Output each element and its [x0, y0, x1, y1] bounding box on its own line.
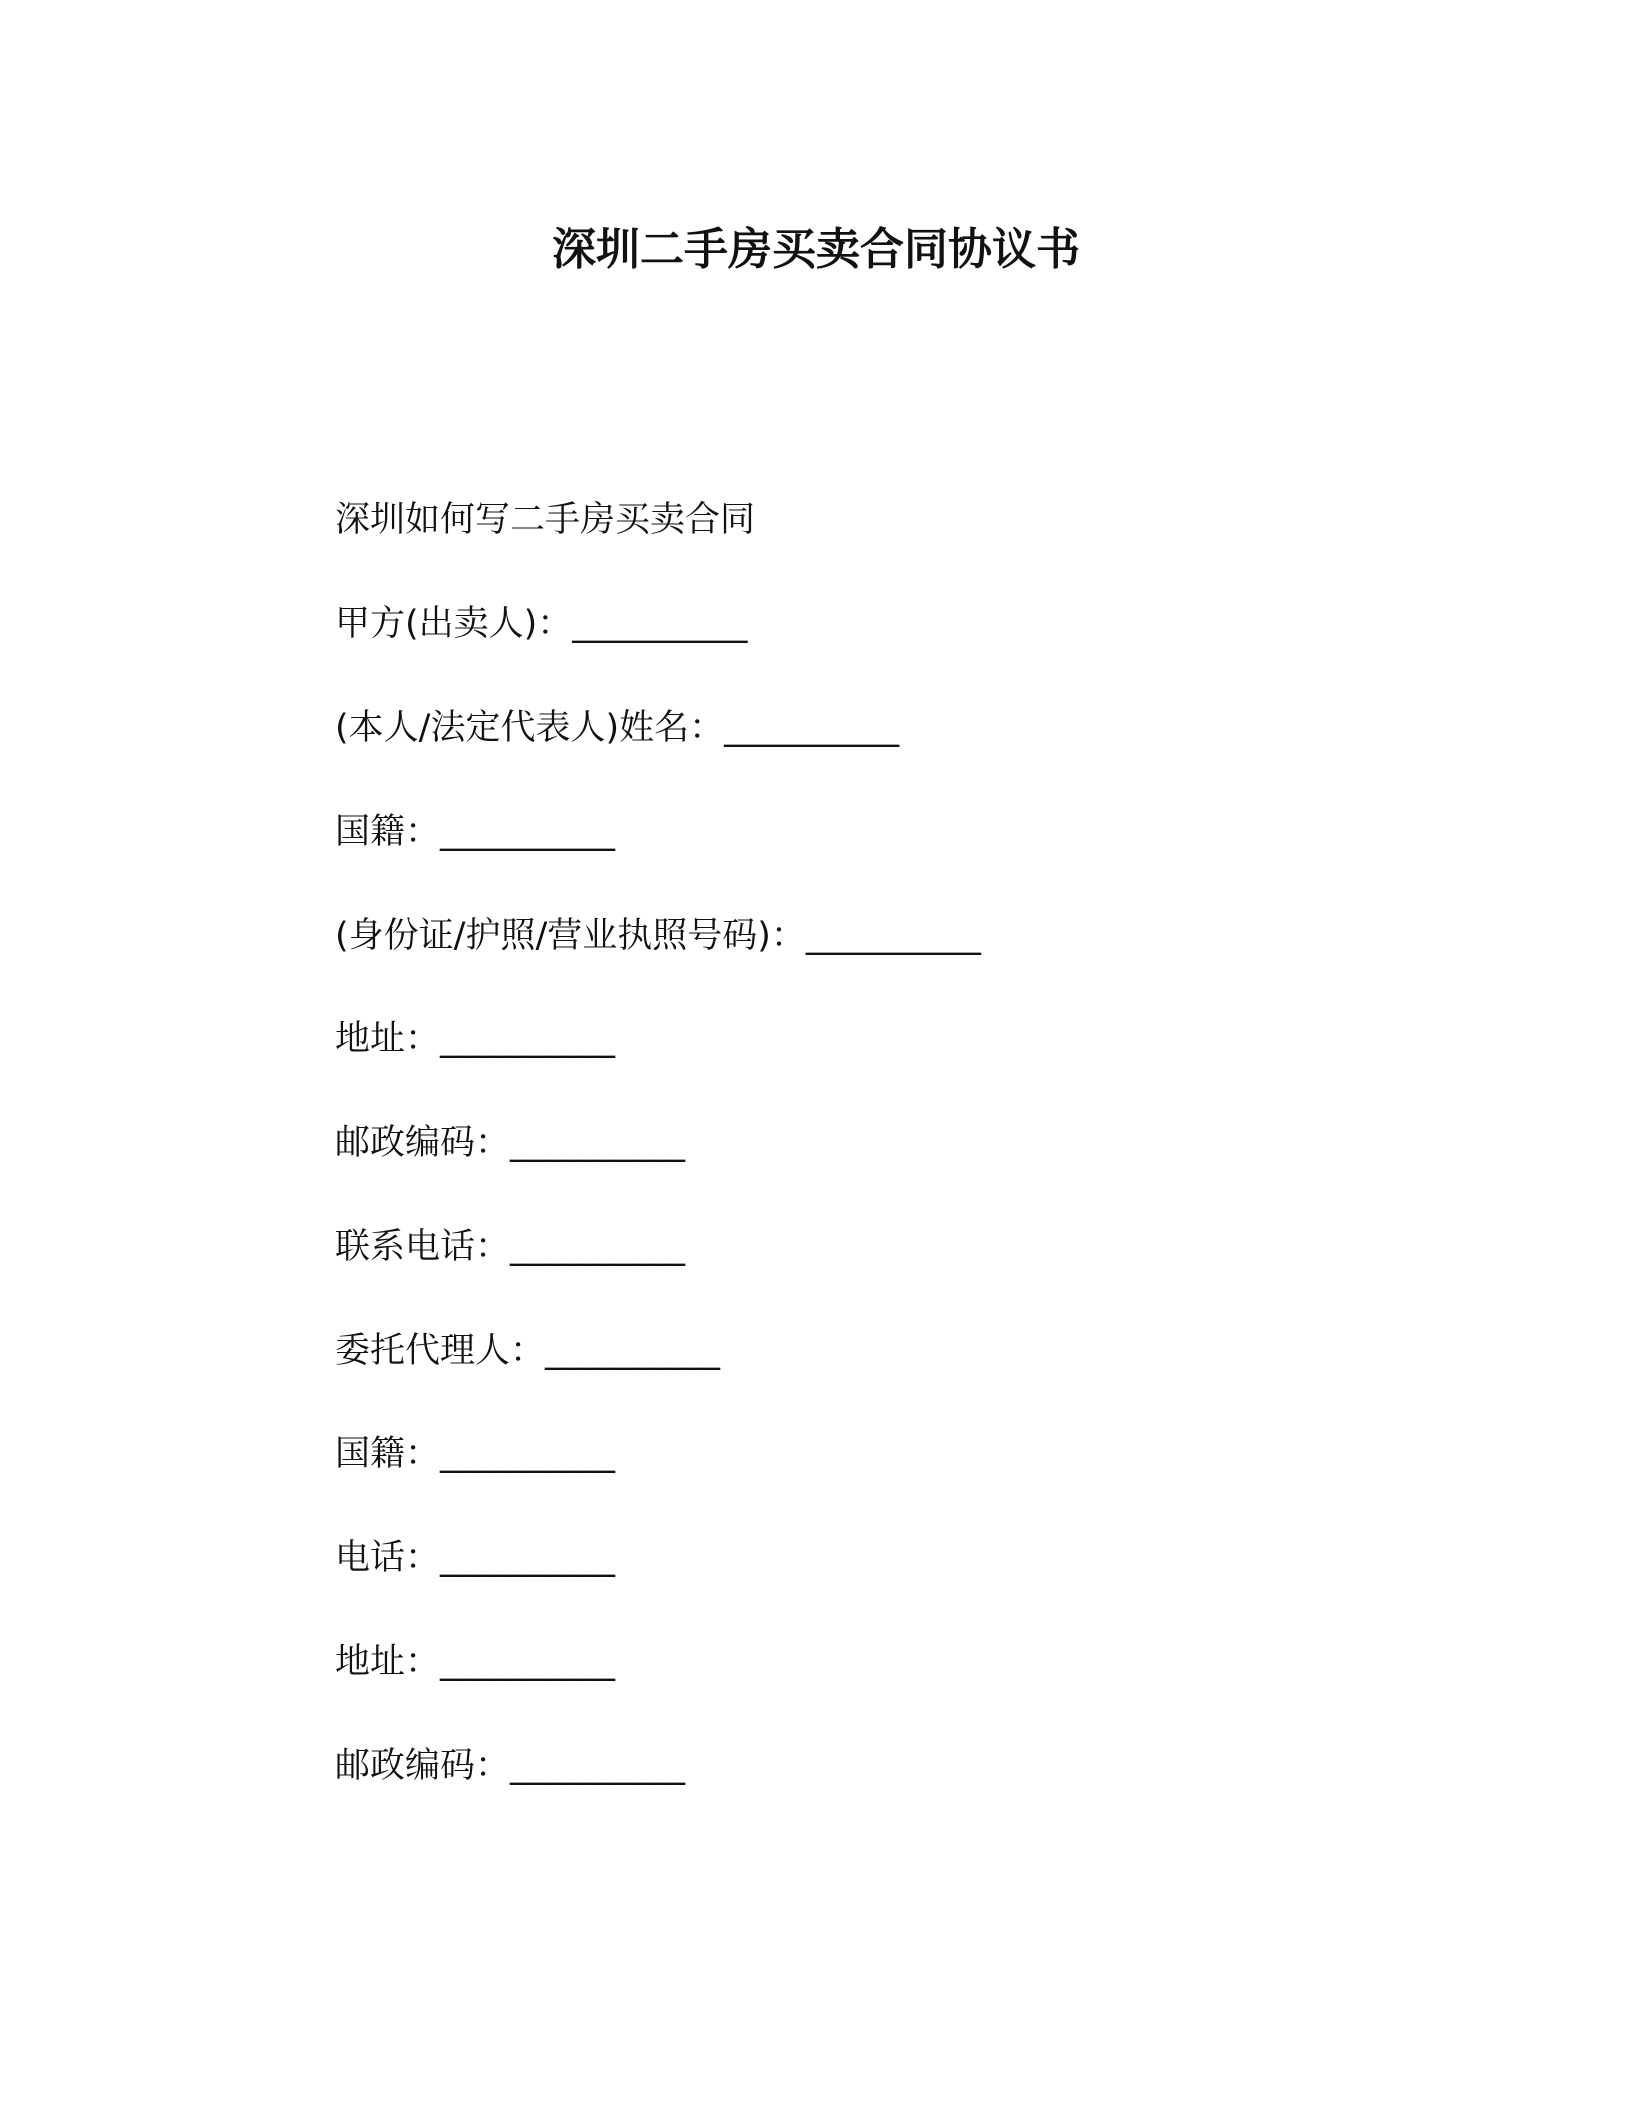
field-agent-address: [335, 1638, 615, 1686]
fill-blank: __________: [440, 812, 616, 852]
field-label: 邮政编码：: [335, 1123, 511, 1163]
field-agent-postcode: [335, 1742, 685, 1790]
field-seller-nationality: [335, 808, 615, 856]
fill-blank: __________: [572, 604, 748, 644]
fill-blank: __________: [510, 1227, 686, 1267]
document-title: 深圳二手房买卖合同协议书: [552, 224, 1080, 275]
field-label: 联系电话：: [335, 1227, 511, 1267]
field-seller-id-number: [335, 912, 981, 960]
field-seller-postcode: [335, 1119, 685, 1167]
field-label: (身份证/护照/营业执照号码)：: [335, 916, 806, 956]
document-subtitle: 深圳如何写二手房买卖合同: [335, 500, 756, 540]
field-label: (本人/法定代表人)姓名：: [335, 708, 725, 748]
field-seller-name: [335, 704, 899, 752]
fill-blank: __________: [440, 1019, 616, 1059]
field-agent-nationality: [335, 1430, 615, 1478]
field-seller-phone: [335, 1223, 685, 1271]
field-label: 地址：: [335, 1019, 441, 1059]
field-label: 邮政编码：: [335, 1746, 511, 1786]
fill-blank: __________: [805, 916, 981, 956]
fill-blank: __________: [440, 1434, 616, 1474]
field-agent-phone: [335, 1534, 615, 1582]
field-label: 地址：: [335, 1642, 441, 1682]
field-label: 国籍：: [335, 1434, 441, 1474]
field-seller-address: [335, 1015, 615, 1063]
field-label: 国籍：: [335, 812, 441, 852]
field-label: 电话：: [335, 1538, 441, 1578]
field-agent: [335, 1327, 720, 1375]
fill-blank: __________: [440, 1538, 616, 1578]
fill-blank: __________: [510, 1123, 686, 1163]
fill-blank: __________: [545, 1331, 721, 1371]
field-seller: [335, 600, 747, 648]
fill-blank: __________: [724, 708, 900, 748]
field-label: 甲方(出卖人)：: [335, 604, 573, 644]
fill-blank: __________: [510, 1746, 686, 1786]
fill-blank: __________: [440, 1642, 616, 1682]
field-label: 委托代理人：: [335, 1331, 546, 1371]
